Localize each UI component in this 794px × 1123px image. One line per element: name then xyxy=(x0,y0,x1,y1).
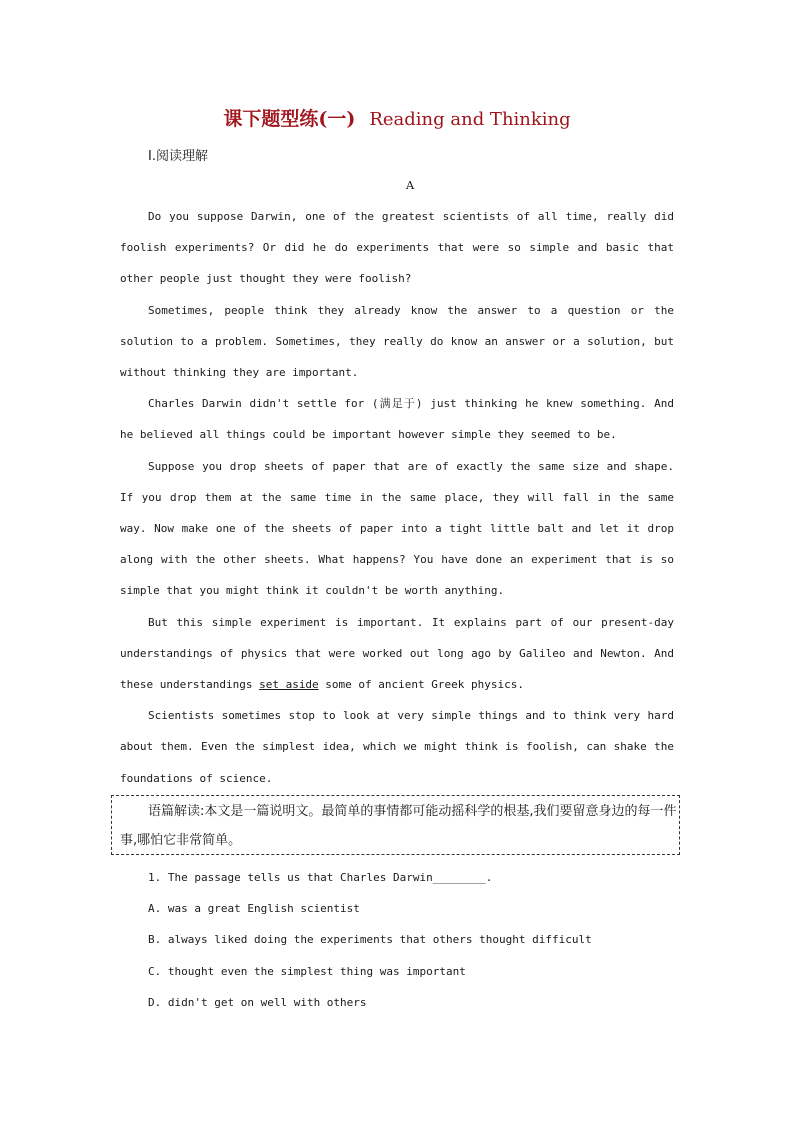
paragraph-6: Scientists sometimes stop to look at very simple things and to think very hard about them. Even the simplest idea, which we might think is foolish, can shake the foundations of science. xyxy=(120,709,674,785)
title-english: Reading and Thinking xyxy=(369,109,571,130)
paragraph-1: Do you suppose Darwin, one of the greatest scientists of all time, really did foolish experiments? Or did he do experiments that were so simple and basic that other people just thought they were foolish? xyxy=(120,210,674,286)
question-1-stem: 1. The passage tells us that Charles Darwin________. xyxy=(148,871,493,884)
passage-body xyxy=(120,201,674,794)
title-chinese: 课下题型练(一) xyxy=(223,108,356,130)
paragraph-4: Suppose you drop sheets of paper that are of exactly the same size and shape. If you drop them at the same time in the same place, they will fall in the same way. Now make one of the sheets of paper into a tight little balt and let it drop along with the other sheets. What happens? You have done an experiment that is so simple that you might think it couldn't be worth anything. xyxy=(120,459,674,598)
paragraph-5-before: But this simple experiment is important. It explains part of our present-day understandings of physics that were worked out long ago by Galileo and Newton. And these understandings xyxy=(120,615,674,692)
question-1 xyxy=(148,862,688,1018)
paragraph-5 xyxy=(120,607,674,701)
page-title xyxy=(0,104,794,131)
question-1-option-b[interactable]: B. always liked doing the experiments that others thought difficult xyxy=(148,933,592,947)
paragraph-2: Sometimes, people think they already know the answer to a question or the solution to a problem. Sometimes, they really do know an answer or a solution, but without thinking they are important. xyxy=(120,303,674,380)
passage-analysis-box xyxy=(111,795,680,855)
paragraph-5-after: some of ancient Greek physics. xyxy=(318,678,524,692)
underlined-phrase: set aside xyxy=(259,678,319,692)
passage-label: A xyxy=(405,178,415,192)
question-1-option-d[interactable]: D. didn't get on well with others xyxy=(148,995,367,1009)
question-1-option-a[interactable]: A. was a great English scientist xyxy=(148,902,360,916)
question-1-option-c[interactable]: C. thought even the simplest thing was important xyxy=(148,964,466,978)
section-heading: Ⅰ.阅读理解 xyxy=(148,149,208,164)
passage-analysis-text: 语篇解读:本文是一篇说明文。最简单的事情都可能动摇科学的根基,我们要留意身边的每一件事,哪怕它非常简单。 xyxy=(120,804,677,848)
paragraph-3: Charles Darwin didn't settle for (满足于) just thinking he knew something. And he believed all things could be important however simple they seemed to be. xyxy=(120,397,674,442)
